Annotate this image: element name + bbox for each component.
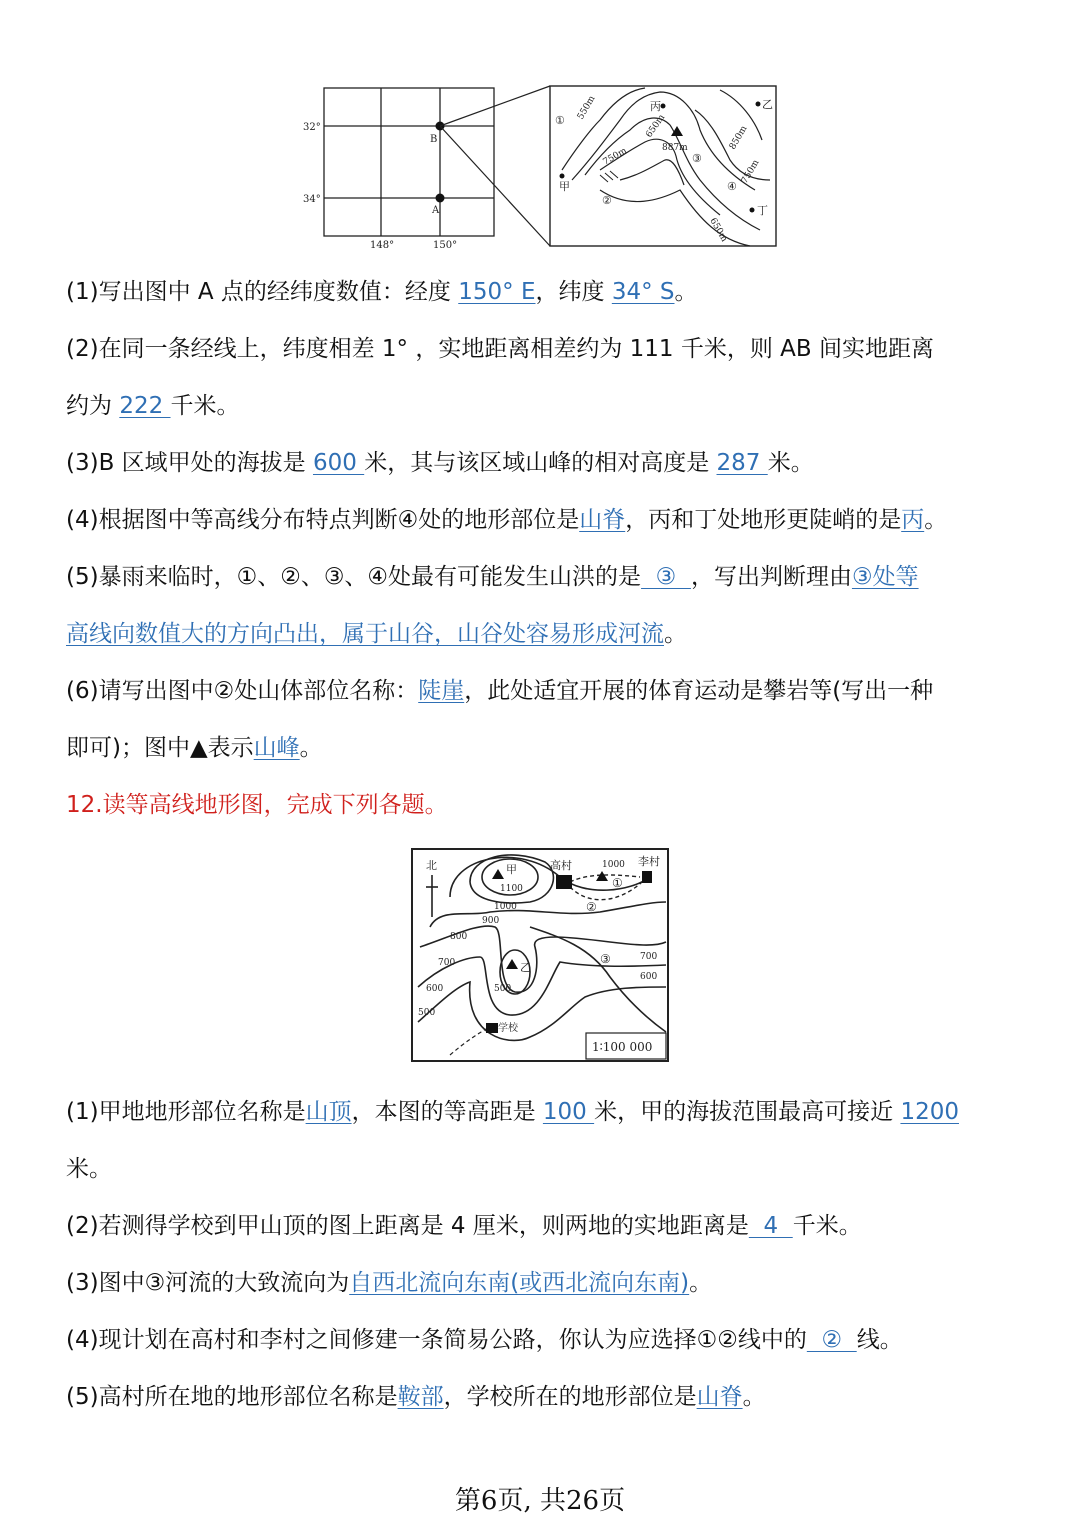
q12-4: (4)现计划在高村和李村之间修建一条简易公路，你认为应选择①②线中的 ② 线。 — [66, 1327, 903, 1353]
answer-cliff: 陡崖 — [418, 678, 465, 704]
q11-6-line1: (6)请写出图中②处山体部位名称：陡崖，此处适宜开展的体育运动是攀岩等(写出一种 — [66, 678, 934, 704]
contour-label-650a: 650m — [644, 112, 668, 140]
connector-line-top — [440, 86, 550, 126]
label-yi: 乙 — [520, 961, 531, 974]
q11-2-line2: 约为 222 千米。 — [66, 393, 240, 419]
label-700-left: 700 — [438, 958, 456, 968]
contour-label-750a: 750m — [601, 146, 629, 168]
q12-5: (5)高村所在地的地形部位名称是鞍部，学校所在的地形部位是山脊。 — [66, 1384, 766, 1410]
circle-label-4: ④ — [727, 180, 737, 193]
q12-1-line2: 米。 — [66, 1156, 112, 1182]
contour-label-650b: 650m — [707, 216, 729, 244]
answer-longitude: 150° E — [458, 279, 536, 305]
lon-label-148: 148° — [370, 240, 395, 251]
yi-dot — [756, 102, 761, 107]
lat-label-34: 34° — [303, 194, 321, 205]
north-label: 北 — [426, 859, 437, 872]
answer-latitude: 34° S — [611, 279, 675, 305]
label-1000-top: 1000 — [602, 860, 625, 870]
answer-reason-part1: ③处等 — [851, 564, 919, 590]
answer-school-landform: 山脊 — [696, 1384, 743, 1410]
place-label-jia: 甲 — [559, 180, 570, 193]
label-600-left: 600 — [426, 984, 444, 994]
answer-flood-site: ③ — [641, 564, 691, 590]
point-a-label: A — [432, 205, 440, 216]
point-b-label: B — [430, 134, 438, 145]
bing-dot — [661, 104, 666, 109]
answer-route: ② — [806, 1327, 857, 1353]
label-1000: 1000 — [494, 902, 517, 912]
label-500-left: 500 — [418, 1008, 436, 1018]
contour-label-850: 850m — [727, 124, 750, 152]
school-icon — [486, 1023, 498, 1033]
answer-landform-4: 山脊 — [579, 507, 626, 533]
place-label-ding: 丁 — [757, 204, 768, 217]
lat-lon-grid — [324, 88, 494, 236]
answer-saddle: 鞍部 — [397, 1384, 444, 1410]
place-label-yi: 乙 — [762, 98, 773, 111]
figure-topographic-map — [410, 847, 672, 1065]
place-label-bing: 丙 — [650, 100, 661, 113]
contour-label-550: 550m — [575, 94, 598, 122]
q11-3: (3)B 区域甲处的海拔是 600 米，其与该区域山峰的相对高度是 287 米。 — [66, 450, 814, 476]
point-a-dot — [436, 194, 445, 203]
q12-3: (3)图中③河流的大致流向为自西北流向东南(或西北流向东南)。 — [66, 1270, 713, 1296]
label-900: 900 — [482, 916, 500, 926]
q12-title: 12.读等高线地形图，完成下列各题。 — [66, 792, 448, 818]
label-700-right: 700 — [640, 952, 658, 962]
label-600-right: 600 — [640, 972, 658, 982]
label-800: 800 — [450, 932, 468, 942]
answer-reason-part2: 高线向数值大的方向凸出，属于山谷，山谷处容易形成河流 — [66, 621, 664, 647]
label-1100: 1100 — [500, 884, 523, 894]
answer-peak: 山峰 — [253, 735, 300, 761]
label-jia: 甲 — [506, 863, 517, 876]
label-licun: 李村 — [638, 855, 660, 868]
q11-1: (1)写出图中 A 点的经纬度数值：经度 150° E，纬度 34° S。 — [66, 279, 698, 305]
q11-2-line1: (2)在同一条经线上，纬度相差 1° ，实地距离相差约为 111 千米，则 AB 间实地距离 — [66, 336, 934, 362]
label-route-1: ① — [612, 876, 623, 890]
lat-label-32: 32° — [303, 122, 321, 133]
q11-5-line2: 高线向数值大的方向凸出，属于山谷，山谷处容易形成河流。 — [66, 621, 687, 647]
label-gaocun: 高村 — [550, 859, 572, 872]
label-school: 学校 — [498, 1023, 518, 1034]
answer-real-distance: 4 — [748, 1213, 793, 1239]
label-route-2: ② — [586, 900, 597, 914]
answer-contour-interval: 100 — [542, 1099, 595, 1125]
answer-max-altitude: 1200 — [900, 1099, 959, 1125]
page-number: 第6页, 共26页 — [454, 1486, 626, 1516]
label-river-3: ③ — [600, 952, 611, 966]
q11-5-line1: (5)暴雨来临时，①、②、③、④处最有可能发生山洪的是 ③ ，写出判断理由③处等 — [66, 564, 919, 590]
jia-dot — [560, 174, 565, 179]
circle-label-3: ③ — [692, 152, 702, 165]
contour-label-750b: 750m — [739, 158, 762, 186]
answer-summit: 山顶 — [305, 1099, 352, 1125]
q11-6-line2: 即可)；图中▲表示山峰。 — [66, 735, 323, 761]
q11-4: (4)根据图中等高线分布特点判断④处的地形部位是山脊，丙和丁处地形更陡峭的是丙。 — [66, 507, 948, 533]
answer-ab-distance: 222 — [119, 393, 171, 419]
ding-dot — [750, 208, 755, 213]
gaocun-village-icon — [556, 875, 572, 889]
figure-grid-contour — [300, 80, 790, 260]
licun-village-icon — [642, 871, 652, 883]
circle-label-1: ① — [555, 114, 565, 127]
q12-2: (2)若测得学校到甲山顶的图上距离是 4 厘米，则两地的实地距离是 4 千米。 — [66, 1213, 862, 1239]
answer-relative-height: 287 — [716, 450, 768, 476]
contour-inset — [550, 86, 776, 246]
answer-steeper: 丙 — [901, 507, 925, 533]
scale-label: 1∶100 000 — [592, 1040, 653, 1054]
label-500-center: 500 — [494, 984, 512, 994]
answer-jia-altitude: 600 — [312, 450, 365, 476]
lon-label-150: 150° — [433, 240, 458, 251]
contour-label-887: 887m — [662, 143, 688, 153]
answer-flow-direction: 自西北流向东南(或西北流向东南) — [349, 1270, 690, 1296]
connector-line-bottom — [440, 126, 550, 246]
circle-label-2: ② — [602, 194, 612, 207]
q12-1-line1: (1)甲地地形部位名称是山顶，本图的等高距是 100 米，甲的海拔范围最高可接近 1200 — [66, 1099, 959, 1125]
